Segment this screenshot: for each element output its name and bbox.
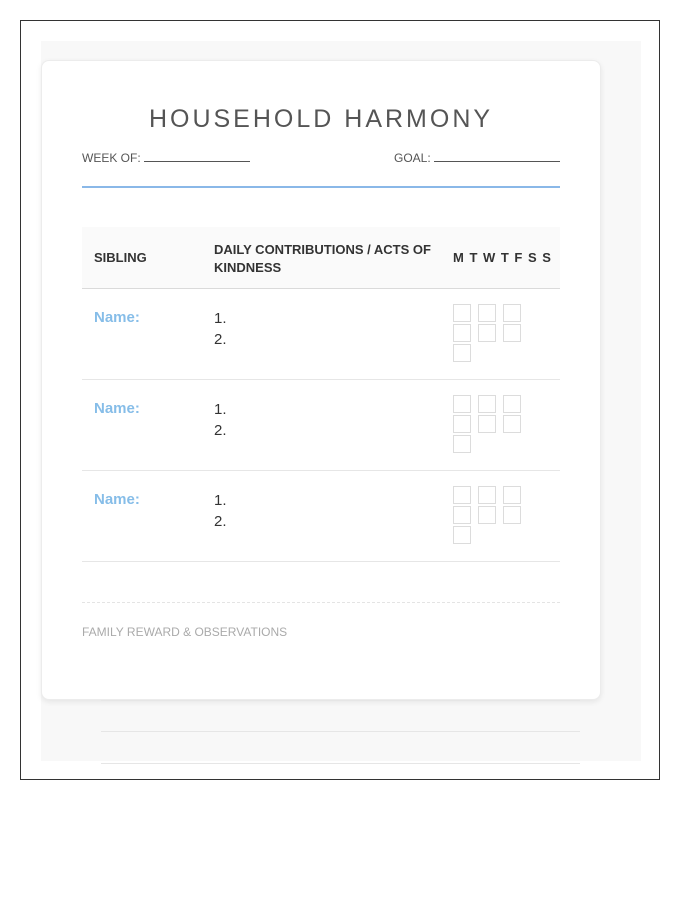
table-row: [82, 471, 560, 562]
row-name-label[interactable]: Name:: [94, 400, 140, 417]
week-of-label: WEEK OF:: [82, 151, 141, 165]
header-sibling: SIBLING: [94, 250, 147, 265]
row-item[interactable]: 2.: [214, 422, 227, 439]
day-checkbox[interactable]: [503, 415, 521, 433]
day-checkbox[interactable]: [453, 526, 471, 544]
header-divider: [82, 186, 560, 188]
day-checkbox[interactable]: [503, 486, 521, 504]
row-name-label[interactable]: Name:: [94, 309, 140, 326]
header-days: M T W T F S S: [453, 250, 552, 265]
table-row: [82, 289, 560, 380]
table-header: [82, 227, 560, 289]
day-checkbox[interactable]: [478, 486, 496, 504]
header-contributions: DAILY CONTRIBUTIONS / ACTS OF KINDNESS: [214, 242, 431, 275]
day-checkbox[interactable]: [453, 506, 471, 524]
day-checkbox[interactable]: [478, 395, 496, 413]
week-of-blank[interactable]: [144, 153, 250, 162]
chart-sheet: [41, 60, 601, 700]
day-checkbox[interactable]: [503, 324, 521, 342]
footer-label: FAMILY REWARD & OBSERVATIONS: [82, 625, 288, 639]
day-checkbox[interactable]: [453, 395, 471, 413]
table-row: [82, 380, 560, 471]
sheet-title: HOUSEHOLD HARMONY: [148, 105, 494, 133]
week-of-field[interactable]: [82, 151, 250, 165]
day-checkbox[interactable]: [478, 304, 496, 322]
day-checkbox[interactable]: [478, 324, 496, 342]
day-checkbox[interactable]: [503, 304, 521, 322]
observation-line[interactable]: [101, 700, 580, 701]
day-checkbox[interactable]: [453, 344, 471, 362]
goal-field[interactable]: [394, 151, 560, 165]
row-item[interactable]: 1.: [214, 492, 227, 509]
section-divider: [82, 602, 560, 603]
day-checkbox[interactable]: [453, 435, 471, 453]
row-items: [214, 399, 227, 441]
day-checkbox[interactable]: [453, 324, 471, 342]
day-checkbox[interactable]: [503, 506, 521, 524]
goal-blank[interactable]: [434, 153, 560, 162]
row-item[interactable]: 1.: [214, 310, 227, 327]
observation-line[interactable]: [101, 731, 580, 732]
day-checkbox[interactable]: [453, 486, 471, 504]
day-checkbox[interactable]: [453, 415, 471, 433]
row-name-label[interactable]: Name:: [94, 491, 140, 508]
row-item[interactable]: 1.: [214, 401, 227, 418]
row-item[interactable]: 2.: [214, 513, 227, 530]
day-checkbox[interactable]: [453, 304, 471, 322]
row-items: [214, 308, 227, 350]
day-checkbox[interactable]: [478, 506, 496, 524]
row-item[interactable]: 2.: [214, 331, 227, 348]
day-checkbox[interactable]: [503, 395, 521, 413]
row-items: [214, 490, 227, 532]
day-checkbox[interactable]: [478, 415, 496, 433]
observation-line[interactable]: [101, 763, 580, 764]
goal-label: GOAL:: [394, 151, 431, 165]
